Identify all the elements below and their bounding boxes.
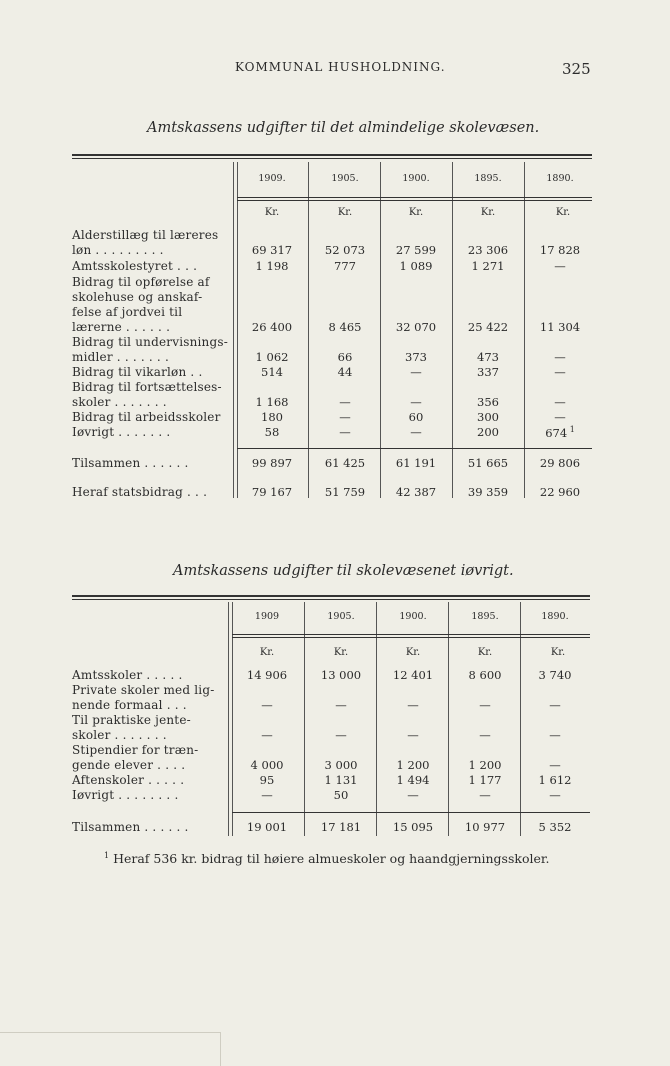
table1-table-cell: 1 198 [255,259,289,273]
table2-total-cell: 10 977 [464,820,506,834]
footnote-ref-mark: 1 [567,425,575,434]
table2-year-header: 1895. [471,611,499,622]
table1-table-cell: — [554,395,566,409]
table2-top-rule [72,595,590,597]
table1-table-cell: 11 304 [539,320,581,334]
table2-table-cell: — [261,728,273,742]
table1-unit-label: Kr. [264,207,280,218]
table2-table-cell: 14 906 [246,668,288,682]
table1-table-cell: 1 062 [255,350,289,364]
page-edge-mark [0,1032,221,1066]
table1-row-label: Bidrag til vikarløn . . [72,365,203,379]
table1-header-rule-2 [237,200,592,201]
table2-unit-label: Kr. [333,647,349,658]
table2-table-cell: 12 401 [392,668,434,682]
table2-table-cell: — [261,698,273,712]
table2-table-cell: 50 [333,788,349,802]
table2-year-header: 1890. [541,611,569,622]
table2-year-header: 1905. [327,611,355,622]
table1-row-label: midler . . . . . . . [72,350,169,364]
table1-table-cell: 200 [477,425,499,439]
table1-table-cell: — [554,410,566,424]
table2-unit-label: Kr. [477,647,493,658]
table2-table-cell: 8 600 [468,668,502,682]
table2-header-rule [232,634,590,635]
table1-total-cell: 29 806 [539,456,581,470]
table1-caption: Amtskassens udgifter til det almindelige skolevæsen. [147,120,540,136]
table2-caption: Amtskassens udgifter til skolevæsenet iøvrigt. [173,563,514,579]
table2-table-cell: 3 000 [324,758,358,772]
table2-table-cell: — [479,788,491,802]
table1-table-cell: 777 [334,259,356,273]
table2-table-cell: — [335,728,347,742]
table1-table-cell: — [339,425,351,439]
table2-table-cell: 1 200 [468,758,502,772]
table2-row-label: Amtsskoler . . . . . [72,668,183,682]
table1-row-label: Iøvrigt . . . . . . . [72,425,171,439]
table2-table-cell: — [261,788,273,802]
table1-year-header: 1905. [331,173,359,184]
table1-row-label: Bidrag til undervisnings- [72,335,228,349]
table1-row-label: Amtsskolestyret . . . [72,259,198,273]
table1-year-header: 1890. [546,173,574,184]
table1-table-cell: 337 [477,365,499,379]
table1-table-cell: 356 [477,395,499,409]
table2-total-rule [232,812,590,813]
table2-table-cell: — [549,728,561,742]
table2-row-label: skoler . . . . . . . [72,728,167,742]
table1-row-label: løn . . . . . . . . . [72,243,164,257]
table1-year-header: 1909. [258,173,286,184]
table2-table-cell: 3 740 [538,668,572,682]
table1-table-cell: 52 073 [324,243,366,257]
table2-table-cell: 95 [259,773,275,787]
table2-total-cell: 15 095 [392,820,434,834]
table1-table-cell: — [554,350,566,364]
table1-state-cell: 39 359 [467,485,509,499]
table1-state-cell: 22 960 [539,485,581,499]
table1-state-cell: 42 387 [395,485,437,499]
table1-table-cell: — [554,365,566,379]
table1-table-cell: 17 828 [539,243,581,257]
table1-table-cell: — [410,365,422,379]
table2-table-cell: 4 000 [250,758,284,772]
table1-row-label: felse af jordvei til [72,305,183,319]
table2-row-label: nende formaal . . . [72,698,187,712]
table1-table-cell: 1 168 [255,395,289,409]
table1-table-cell: 1 089 [399,259,433,273]
table1-table-cell: 58 [264,425,280,439]
table2-row-label: Aftenskoler . . . . . [72,773,185,787]
table1-state-cell: 51 759 [324,485,366,499]
table2-header-rule-2 [232,637,590,638]
table1-unit-label: Kr. [480,207,496,218]
table2-table-cell: — [407,728,419,742]
table2-col-separator [228,602,229,836]
table1-row-label: Alderstillæg til læreres [72,228,219,242]
table1-table-cell: 300 [477,410,499,424]
table2-table-cell: 1 131 [324,773,358,787]
table1-total-cell: 99 897 [251,456,293,470]
running-header: KOMMUNAL HUSHOLDNING. [235,60,446,74]
table1-total-cell: 61 425 [324,456,366,470]
table1-table-cell: 473 [477,350,499,364]
table2-row-label: Iøvrigt . . . . . . . . [72,788,179,802]
table1-unit-label: Kr. [337,207,353,218]
table1-state-cell: 79 167 [251,485,293,499]
table2-row-label: gende elever . . . . [72,758,186,772]
table1-table-cell: 32 070 [395,320,437,334]
table2-row-label: Private skoler med lig- [72,683,215,697]
table1-row-label: Bidrag til fortsættelses- [72,380,222,394]
table1-year-header: 1895. [474,173,502,184]
table1-row-label: Bidrag til arbeidsskoler [72,410,221,424]
table1-header-rule [237,197,592,198]
table1-table-cell: — [410,395,422,409]
table2-row-label: Til praktiske jente- [72,713,191,727]
table1-top-rule-thin [72,158,592,159]
table2-table-cell: 1 200 [396,758,430,772]
table1-unit-label: Kr. [408,207,424,218]
table1-table-cell: 23 306 [467,243,509,257]
table1-col-separator [233,162,234,498]
table1-total-cell: 61 191 [395,456,437,470]
table1-row-label: skolehuse og anskaf- [72,290,203,304]
table1-table-cell: — [339,410,351,424]
footnote [104,851,549,866]
table2-unit-label: Kr. [550,647,566,658]
footnote-text: Heraf 536 kr. bidrag til høiere almueskoler og haandgjerningsskoler. [113,851,550,867]
table2-total-cell: 17 181 [320,820,362,834]
table1-table-cell: — [554,259,566,273]
table2-total-cell: 19 001 [246,820,288,834]
table1-top-rule [72,154,592,156]
table1-table-cell: 66 [337,350,353,364]
table2-table-cell: 13 000 [320,668,362,682]
table1-table-cell: 60 [408,410,424,424]
table2-table-cell: — [479,728,491,742]
table1-year-header: 1900. [402,173,430,184]
table1-row-label: lærerne . . . . . . [72,320,171,334]
table1-table-cell: — [339,395,351,409]
table2-table-cell: — [407,788,419,802]
table1-table-cell: 373 [405,350,427,364]
table2-table-cell: — [407,698,419,712]
table1-table-cell: 674 $^1$ [545,425,575,440]
table2-year-header: 1900. [399,611,427,622]
table1-table-cell: 8 465 [328,320,362,334]
table2-total-label: Tilsammen . . . . . . [72,820,189,834]
table2-year-header: 1909 [254,611,280,622]
table1-table-cell: 26 400 [251,320,293,334]
table1-unit-label: Kr. [555,207,571,218]
table1-total-label: Tilsammen . . . . . . [72,456,189,470]
table1-total-cell: 51 665 [467,456,509,470]
table2-table-cell: — [549,788,561,802]
table1-table-cell: — [410,425,422,439]
table1-table-cell: 514 [261,365,283,379]
table2-unit-label: Kr. [259,647,275,658]
table2-table-cell: 1 177 [468,773,502,787]
page-number: 325 [562,60,591,78]
table1-row-label: skoler . . . . . . . [72,395,167,409]
table1-total-rule [237,448,592,449]
table1-table-cell: 69 317 [251,243,293,257]
table2-table-cell: — [479,698,491,712]
table2-table-cell: — [335,698,347,712]
table2-row-label: Stipendier for træn- [72,743,199,757]
table1-state-label: Heraf statsbidrag . . . [72,485,208,499]
footnote-mark: 1 [104,851,110,860]
table1-table-cell: 180 [261,410,283,424]
table2-top-rule-thin [72,599,590,600]
table1-table-cell: 25 422 [467,320,509,334]
table2-table-cell: 1 494 [396,773,430,787]
table1-table-cell: 1 271 [471,259,505,273]
table1-table-cell: 44 [337,365,353,379]
table2-table-cell: 1 612 [538,773,572,787]
table2-unit-label: Kr. [405,647,421,658]
table1-row-label: Bidrag til opførelse af [72,275,210,289]
table2-table-cell: — [549,758,561,772]
table2-total-cell: 5 352 [538,820,572,834]
table1-table-cell: 27 599 [395,243,437,257]
table2-table-cell: — [549,698,561,712]
